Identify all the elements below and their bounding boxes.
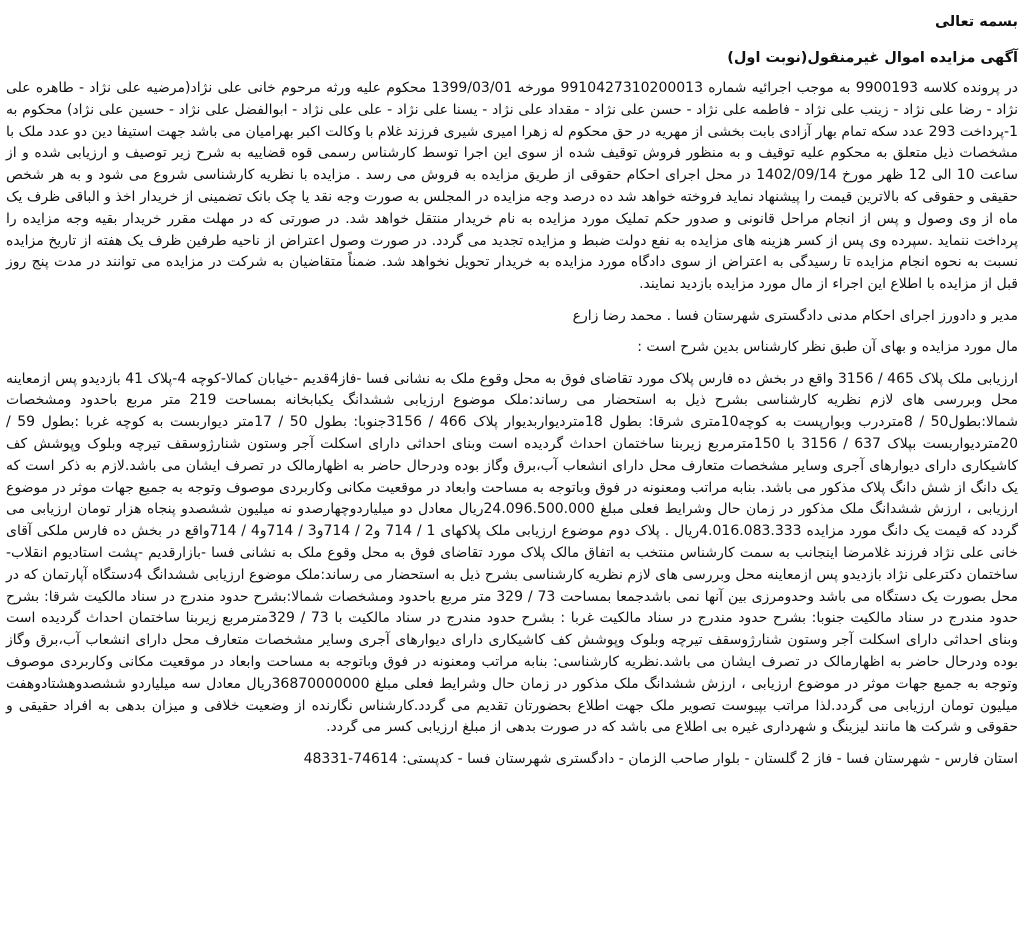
basmala-heading: بسمه تعالی [935, 14, 1018, 30]
property-intro: مال مورد مزایده و بهای آن طبق نظر کارشناس بدین شرح است : [637, 338, 1018, 355]
official-signature: مدیر و دادورز اجرای احکام مدنی دادگستری شهرستان فسا . محمد رضا زارع [572, 307, 1018, 324]
auction-notice-page [6, 6, 1018, 944]
notice-title: آگهی مزایده اموال غیرمنقول(نوبت اول) [727, 50, 1018, 66]
court-address: استان فارس - شهرستان فسا - فاز 2 گلستان - بلوار صاحب الزمان - دادگستری شهرستان فسا - کدپستی: 74614-48331 [303, 751, 1018, 768]
appraisal-paragraph: ارزیابی ملک پلاک 465 / 3156 واقع در بخش ده فارس پلاک مورد تقاضای فوق به محل وقوع ملک به نشانی فسا -فاز4قدیم -خیابان کمالا-کوچه 4-پلاک 41 بازدیدو پس ازمعاینه محل وبررسی های لازم نظریه کارشناسی بشرح ذیل به استحضار می رساند:ملک موضوع ارزیابی ششدانگ یکبابخانه بمساحت 219 متر مربع باحدود ومشخصات شمالا:بطول50 / 8متردرب وبوارپست به کوچه10متری شرقا: بطول 18متردیواربدیوار پلاک 466 / 3156جنوبا: بطول 50 / 17متر دیواربست به کوچه غربا :بطول 59 / 20متردیواربست بپلاک 637 / 3156 با 150مترمربع زیربنا ساختمان احداث گردیده است وبنای احداثی دارای اسکلت آجر وستون شنارژوسقف تیرچه وبلوک وپوشش کف کاشیکاری دارای دیوارهای آجری وسایر مشخصات متعارف محل دارای انشعاب آب،برق وگاز بوده ودرحال حاضر به اظهارمالک در تصرف ایشان می باشد.لازم به ذکر است که یک دانگ از شش دانگ پلاک مذکور می باشد. بنابه مراتب ومعنونه در فوق وباتوجه به مساحت وابعاد در موقعیت مکانی وکاربردی موصوف وتوجه به جمیع جهات موثر در موضوع ارزیابی ، ارزش ششدانگ ملک مذکور در زمان حال وشرایط فعلی مبلغ 24.096.500.000ریال معادل دو میلیاردوچهارصدو نه میلیون ششصدو پنجاه هزار تومان ارزیابی می گردد که قیمت یک دانگ مورد مزایده 4.016.083.333ریال . پلاک دوم موضوع ارزیابی ملک پلاکهای 1 / 714 و2 / 714و3 / 714و4 / 714واقع در بخش ده فارس ملکی آقای خانی علی نژاد فرزند غلامرضا اینجانب به سمت کارشناس منتخب به اتفاق مالک پلاک مورد تقاضای فوق به محل وقوع ملک به نشانی فسا -بازارقدیم -پشت استادیوم انقلاب-ساختمان دکترعلی نژاد بازدیدو پس ازمعاینه محل وبررسی های لازم نظریه کارشناسی بشرح ذیل به استحضار می رساند:ملک موضوع ارزیابی ششدانگ 4دستگاه آپارتمان که در محل بصورت یک دستگاه می باشد وحدومرزی بین آنها نمی باشدجمعا بمساحت 73 / 329 متر مربع باحدود ومشخصات شمالا:بشرح حدود مندرج در سناد مالکیت شرقا: بشرح حدود مندرج در سناد مالکیت جنوبا: بشرح حدود مندرج در سناد مالکیت غربا : بشرح حدود مندرج در سناد مالکیت با 73 / 329مترمربع زیربنا ساختمان احداث گردیده است وبنای احداثی دارای اسکلت آجر وستون شنارژوسقف تیرچه وبلوک وپوشش کف کاشیکاری دارای دیوارهای آجری وسایر مشخصات متعارف محل دارای انشعاب آب،برق وگاز بوده ودرحال حاضر به اظهارمالک در تصرف ایشان می باشد.نظریه کارشناسی: بنابه مراتب ومعنونه در فوق وباتوجه به مساحت وابعاد در موقعیت مکانی وکاربردی موصوف وتوجه به جمیع جهات موثر در موضوع ارزیابی ، ارزش ششدانگ ملک مذکور در زمان حال وشرایط فعلی مبلغ 36870000000ریال معادل سه میلیاردو ششصدوهشتادوهفت میلیون تومان ارزیابی می گردد.لذا مراتب بپیوست تصویر ملک جهت اطلاع بحضورتان تقدیم می گردد.کارشناس نگارنده از وضعیت خلافی و میزان بدهی به افراد حقیقی و حقوقی و شرکت ها مانند لیزینگ و شهرداری غیره بی اطلاع می باشد که در صورت بدهی از مبلغ ارزیابی کسر می گردد. [6, 370, 1019, 736]
case-details-paragraph: در پرونده کلاسه 9900193 به موجب اجرائیه شماره 9910427310200013 مورخه 1399/03/01 محکوم علیه ورثه مرحوم خانی علی نژاد(مرضیه علی نژاد - طاهره علی نژاد - رضا علی نژاد - زینب علی نژاد - فاطمه علی نژاد - حسن علی نژاد - مقداد علی نژاد - یسنا علی نژاد - علی علی نژاد - ابوالفضل علی نژاد - حسین علی نژاد) محکوم به 1-پرداخت 293 عدد سکه تمام بهار آزادی بابت بخشی از مهریه در حق محکوم له زهرا امیری شیری فرزند غلام با وکالت اکبر بهرامیان می باشد جهت استیفا دین دو عدد ملک با مشخصات ذیل متعلق به محکوم علیه توقیف و به منظور فروش توقیف شده از سوی این اجرا توسط کارشناس رسمی قوه قضاییه به شرح زیر توصیف و ارزیابی شده و از ساعت 10 الی 12 ظهر مورخ 1402/09/14 در محل اجرای احکام حقوقی از طریق مزایده به فروش می رسد . مزایده با نظریه کارشناسی شروع می شود و به هر شخص حقیقی و حقوقی که بالاترین قیمت را پیشنهاد نماید فروخته خواهد شد ده درصد وجه مزایده در المجلس به صورت وجه نقد یا چک بانک تضمینی از خریدار اخذ و الباقی ظرف یک ماه از وی وصول و پس از انجام مراحل قانونی و صدور حکم تملیک مورد مزایده به نام خریدار منتقل خواهد شد. در صورتی که در مهلت مقرر خریدار بقیه وجه مزایده را پرداخت ننماید .سپرده وی پس از کسر هزینه های مزایده به نفع دولت ضبط و مزایده تجدید می گردد. در صورت وصول اعتراض از ناحیه طرفین ظرف یک هفته از تاریخ مزایده نسبت به نحوه انجام مزایده تا رسیدگی به اعتراض از سوی دادگاه مورد مزایده به خریدار تحویل نخواهد شد. ضمناً متقاضیان به شرکت در مزایده می توانند در مدت پنج روز قبل از مزایده با اطلاع این اجراء از مال مورد مزایده بازدید نمایند. [6, 80, 1018, 293]
